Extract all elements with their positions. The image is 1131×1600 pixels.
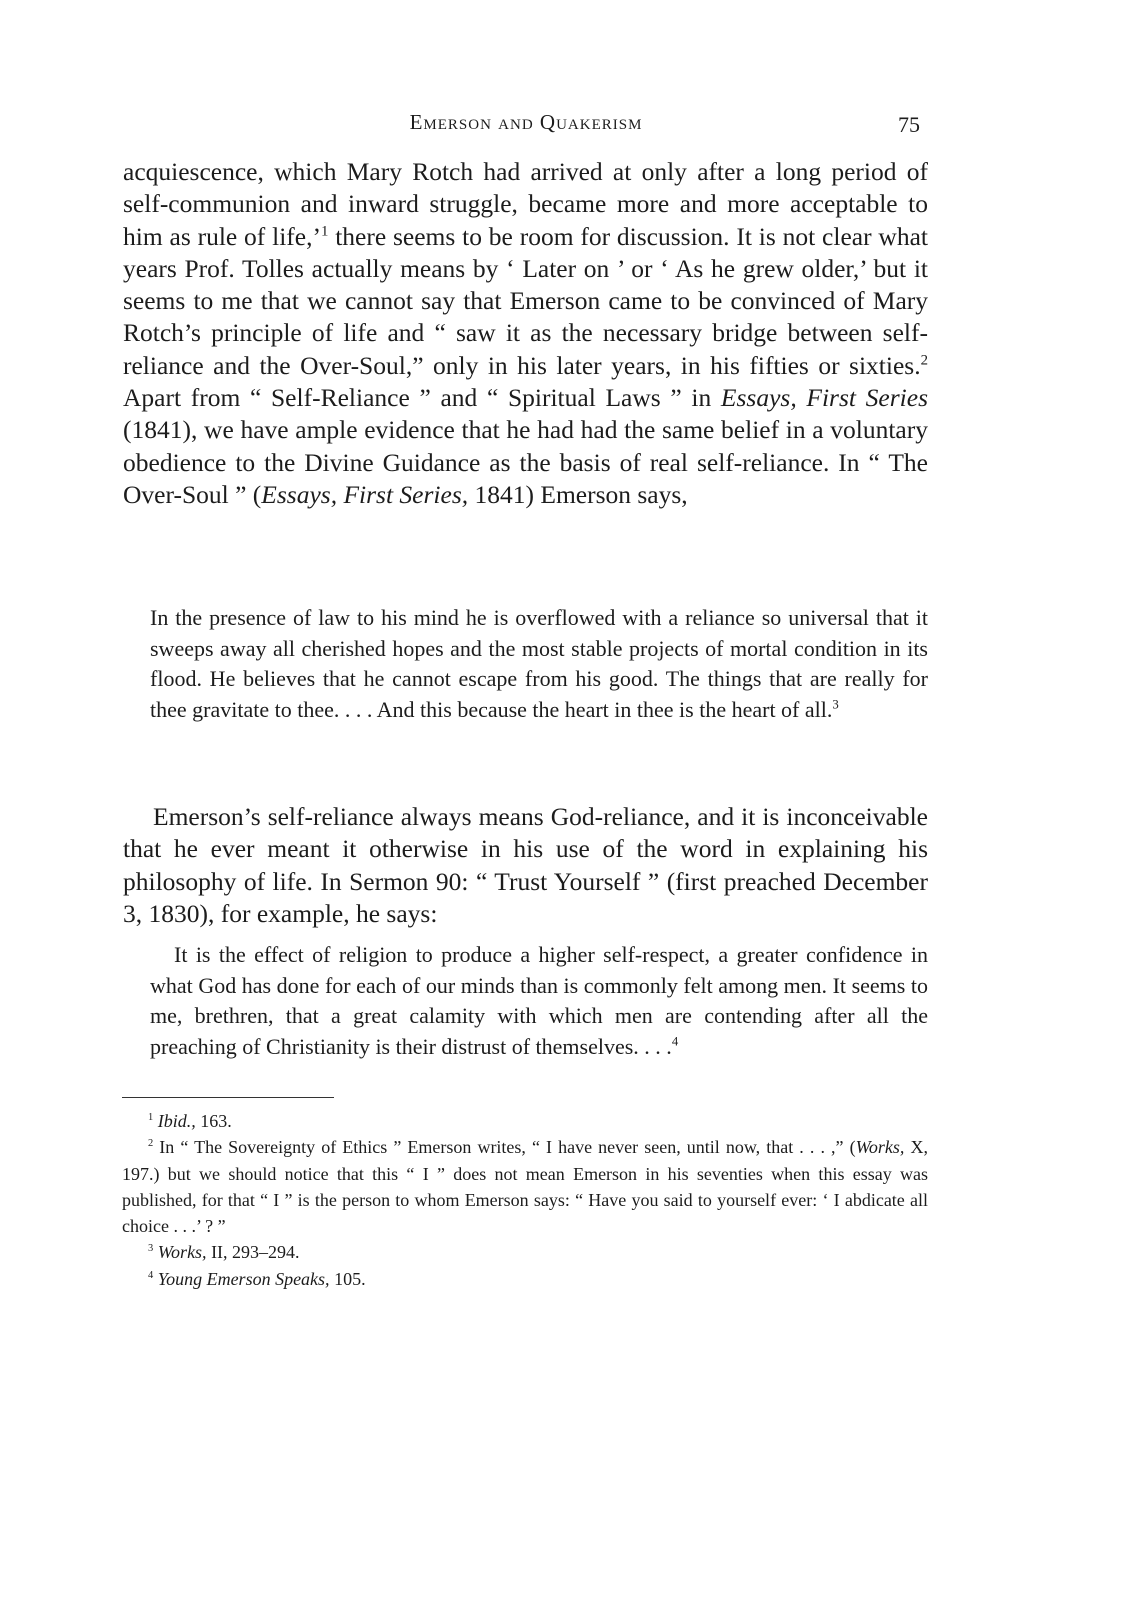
- footnote-divider: [122, 1097, 334, 1098]
- paragraph-text: 1841) Emerson says,: [468, 479, 688, 509]
- footnote-ref-4[interactable]: 4: [671, 1034, 679, 1049]
- footnote-text: II, 293–294.: [206, 1242, 300, 1263]
- quote-text: It is the effect of religion to produce a higher self-respect, a greater confidence in what God has done for each of our minds than is commonly felt among men. It seems to me, brethren, that a great calamity with which men are contending after all the preaching of Christianity is their distrust of themselves. . . .: [150, 942, 928, 1059]
- paragraph-text: Apart from “ Self-Reliance ” and “ Spiritual Laws ” in: [123, 383, 721, 413]
- paragraph-text: there seems to be room for discussion. It is not clear what years Prof. Tolles actually means by ‘ Later on ’ or ‘ As he grew older,’ but it seems to me that we cannot say that Emerson came to be convinced of Mary Rotch’s principle of life and “ saw it as the necessary bridge between self-reliance and the Over-Soul,” only in his later years, in his fifties or sixties.: [123, 221, 928, 380]
- footnote-number: 1: [148, 1112, 154, 1124]
- footnotes: [122, 1108, 928, 1292]
- footnote-text: 163.: [195, 1111, 232, 1131]
- paragraph-text: (1841), we have ample evidence that he had had the same belief in a voluntary obedience to the Divine Guidance as the basis of real self-reliance. In “ The Over-Soul ” (: [123, 415, 928, 509]
- footnote-2: [122, 1134, 928, 1239]
- footnote-ref-3[interactable]: 3: [832, 697, 839, 712]
- footnote-number: 4: [148, 1270, 154, 1281]
- paragraph-text: acquiescence, which Mary Rotch had arrived at only after a long period of self-communion and inward struggle, became more and more acceptable to him as rule of life,’: [123, 157, 928, 251]
- quote-text: In the presence of law to his mind he is overflowed with a reliance so universal that it sweeps away all cherished hopes and the most stable projects of mortal condition in its flood. He believes that he cannot escape from his good. The things that are really for thee gravitate to thee. . . . And this because the heart in thee is the heart of all.: [150, 605, 928, 722]
- footnote-4: [122, 1266, 928, 1292]
- footnote-1: [122, 1108, 928, 1134]
- footnote-ref-2[interactable]: 2: [920, 352, 928, 369]
- book-title: Essays, First Series: [720, 383, 928, 413]
- footnote-text: 105.: [329, 1268, 366, 1289]
- page-number: 75: [898, 112, 920, 137]
- footnote-citation: Young Emerson Speaks,: [157, 1268, 330, 1289]
- paragraph-text: Emerson’s self-reliance always means God-reliance, and it is inconceivable that he ever meant it otherwise in his use of the word in explaining his philosophy of life. In Sermon 90: “ Trust Yourself ” (first preached December 3, 1830), for example, he says:: [123, 802, 928, 928]
- footnote-number: 2: [148, 1138, 154, 1150]
- block-quote-2: [150, 940, 928, 1062]
- running-title: Emerson and Quakerism: [409, 110, 643, 134]
- running-head: [122, 106, 930, 140]
- footnote-citation: Works,: [157, 1242, 207, 1263]
- footnote-citation: Ibid.,: [157, 1111, 196, 1131]
- body-paragraph-1: [123, 156, 928, 511]
- footnote-citation: Works,: [855, 1137, 905, 1158]
- footnote-text: X, 197.) but we should notice that this “ I ” does not mean Emerson in his seventies when this essay was published, for that “ I ” is the person to whom Emerson says: “ Have you said to yourself ever: ‘ I abdicate all choice . . .’ ? ”: [122, 1137, 928, 1237]
- footnote-ref-1[interactable]: 1: [320, 222, 329, 239]
- footnote-number: 3: [148, 1243, 154, 1255]
- block-quote-1: [150, 603, 928, 725]
- body-paragraph-2: [123, 801, 928, 930]
- footnote-text: In “ The Sovereignty of Ethics ” Emerson writes, “ I have never seen, until now, that . . . ,” (: [153, 1137, 856, 1158]
- footnote-3: [122, 1239, 928, 1265]
- book-title: Essays, First Series,: [261, 479, 469, 509]
